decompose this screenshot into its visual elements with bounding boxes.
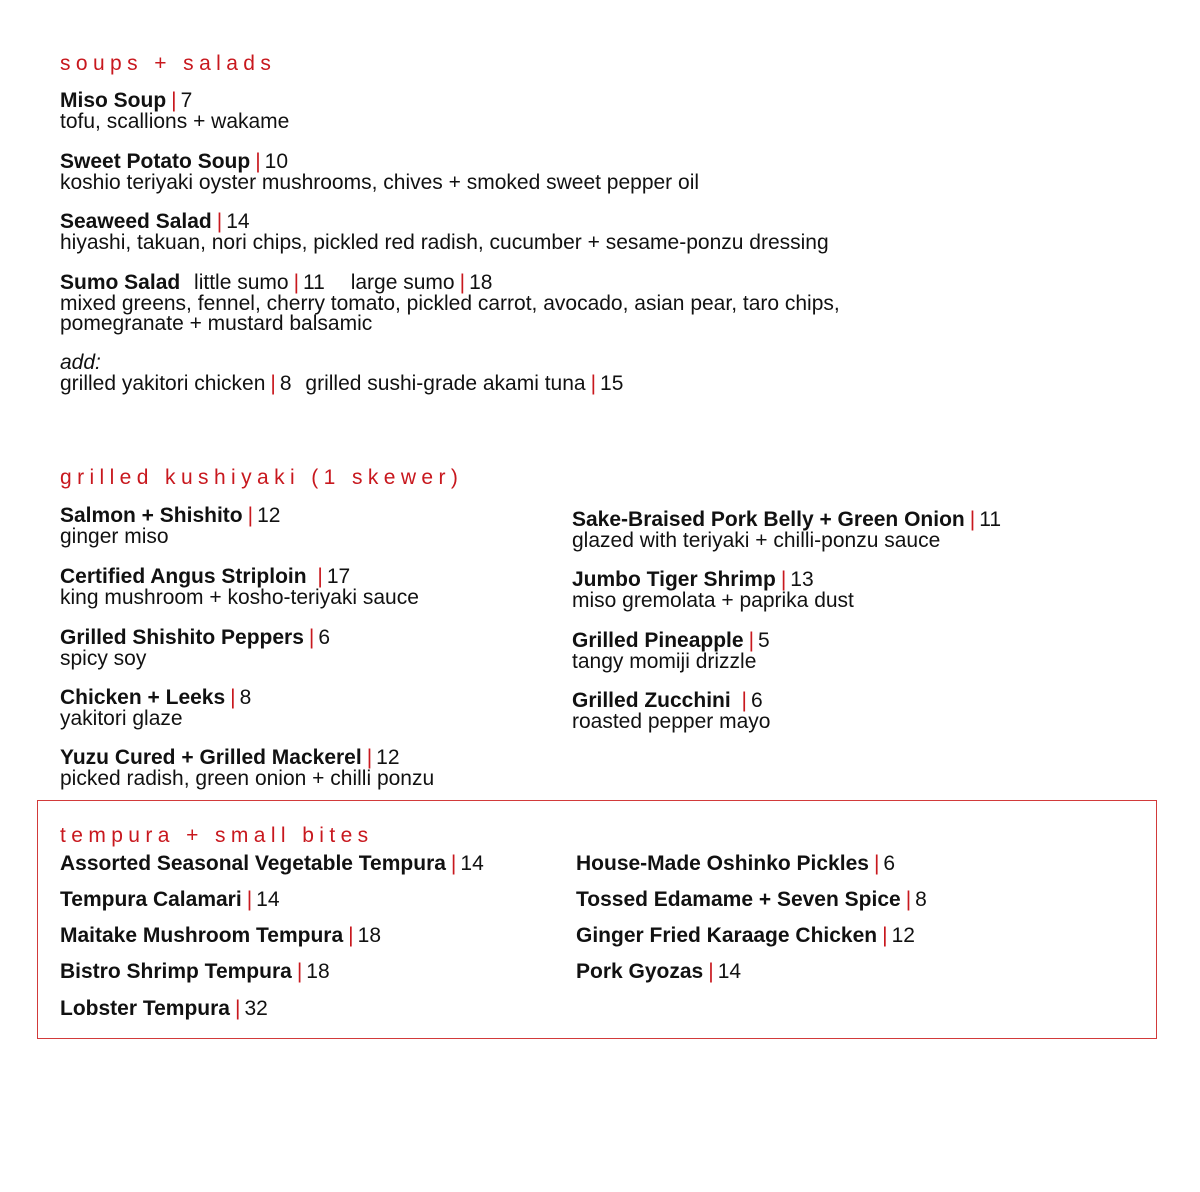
- item-description: koshio teriyaki oyster mushrooms, chives + smoked sweet pepper oil: [60, 170, 700, 194]
- price-separator: |: [450, 852, 457, 875]
- price-separator: |: [366, 746, 373, 769]
- item-price: 12: [891, 924, 915, 947]
- menu-item-sumo-salad: [60, 273, 840, 335]
- menu-item: [60, 152, 699, 193]
- item-name: Jumbo Tiger Shrimp: [572, 568, 776, 591]
- section-heading-soups-salads: soups + salads: [60, 52, 277, 75]
- item-name: Sumo Salad: [60, 271, 181, 294]
- list-item: [60, 960, 330, 984]
- item-description: yakitori glaze: [60, 706, 183, 730]
- item-name: Pork Gyozas: [576, 960, 704, 983]
- item-price: 32: [244, 997, 268, 1020]
- item-price: 15: [600, 371, 624, 395]
- item-description: glazed with teriyaki + chilli-ponzu sauce: [572, 528, 941, 552]
- size-label: large sumo: [350, 271, 455, 294]
- menu-item: [60, 628, 330, 669]
- item-price: 10: [264, 150, 289, 173]
- item-name: Bistro Shrimp Tempura: [60, 960, 292, 983]
- item-price: 14: [460, 852, 484, 875]
- price-separator: |: [246, 888, 253, 911]
- add-option: grilled sushi-grade akami tuna: [305, 371, 586, 395]
- price-separator: |: [270, 371, 276, 395]
- item-name: Chicken + Leeks: [60, 686, 226, 709]
- list-item: [576, 924, 915, 948]
- price-separator: |: [230, 686, 236, 709]
- price-separator: |: [348, 924, 354, 947]
- price-separator: |: [255, 150, 261, 173]
- item-price: 8: [239, 686, 252, 709]
- list-item: [60, 997, 268, 1021]
- item-description: roasted pepper mayo: [572, 709, 771, 733]
- add-ons: [60, 353, 623, 394]
- item-description: ginger miso: [60, 524, 169, 548]
- item-name: Certified Angus Striploin: [60, 565, 313, 588]
- item-price: 14: [717, 960, 742, 983]
- item-name: Seaweed Salad: [60, 210, 212, 233]
- menu-item: [60, 688, 251, 729]
- item-price: 6: [751, 689, 763, 712]
- menu-item: [572, 570, 854, 611]
- item-name: Lobster Tempura: [60, 997, 230, 1020]
- add-label: add:: [60, 351, 101, 374]
- item-name: House-Made Oshinko Pickles: [576, 852, 869, 875]
- section-heading-kushiyaki: grilled kushiyaki (1 skewer): [60, 466, 464, 489]
- menu-item: [60, 212, 829, 253]
- list-item: [60, 852, 484, 876]
- item-description: king mushroom + kosho-teriyaki sauce: [60, 585, 419, 609]
- price-separator: |: [317, 565, 323, 588]
- item-price: 6: [883, 852, 896, 875]
- item-price: 18: [306, 960, 330, 983]
- item-price: 11: [979, 508, 1002, 531]
- item-description: picked radish, green onion + chilli ponzu: [60, 766, 435, 790]
- price-separator: |: [308, 626, 315, 649]
- item-description: miso gremolata + paprika dust: [572, 588, 854, 612]
- item-description: pomegranate + mustard balsamic: [60, 312, 373, 335]
- menu-item: [60, 567, 419, 608]
- item-price: 6: [318, 626, 331, 649]
- price-separator: |: [780, 568, 787, 591]
- item-name: Salmon + Shishito: [60, 504, 243, 527]
- menu-item: [572, 631, 770, 672]
- item-description: spicy soy: [60, 646, 147, 670]
- list-item: [576, 960, 741, 984]
- item-name: Ginger Fried Karaage Chicken: [576, 924, 878, 947]
- section-heading-tempura: tempura + small bites: [60, 824, 374, 847]
- price-separator: |: [905, 888, 912, 911]
- item-price: 8: [279, 371, 292, 395]
- price-separator: |: [293, 271, 300, 294]
- list-item: [576, 852, 895, 876]
- menu-item: [60, 506, 280, 547]
- item-price: 14: [256, 888, 280, 911]
- item-description: hiyashi, takuan, nori chips, pickled red radish, cucumber + sesame-ponzu dressing: [60, 230, 829, 254]
- menu-item: [572, 691, 770, 732]
- item-price: 5: [758, 629, 770, 652]
- list-item: [60, 888, 280, 912]
- item-price: 12: [257, 504, 281, 527]
- item-price: 11: [303, 271, 325, 294]
- item-name: Grilled Shishito Peppers: [60, 626, 304, 649]
- item-description: tofu, scallions + wakame: [60, 109, 290, 133]
- item-price: 7: [180, 89, 193, 112]
- price-separator: |: [247, 504, 254, 527]
- price-separator: |: [882, 924, 888, 947]
- menu-item: [572, 510, 1001, 551]
- add-option: grilled yakitori chicken: [60, 371, 266, 395]
- item-price: 8: [915, 888, 927, 911]
- item-price: 17: [326, 565, 351, 588]
- list-item: [576, 888, 927, 912]
- price-separator: |: [741, 689, 747, 712]
- item-description: tangy momiji drizzle: [572, 649, 757, 673]
- item-name: Tossed Edamame + Seven Spice: [576, 888, 901, 911]
- item-price: 18: [469, 271, 493, 294]
- price-separator: |: [459, 271, 466, 294]
- item-price: 13: [790, 568, 814, 591]
- size-label: little sumo: [194, 271, 289, 294]
- item-name: Tempura Calamari: [60, 888, 242, 911]
- item-price: 14: [226, 210, 250, 233]
- item-price: 12: [376, 746, 400, 769]
- item-name: Sake-Braised Pork Belly + Green Onion: [572, 508, 965, 531]
- item-name: Grilled Zucchini: [572, 689, 737, 712]
- item-name: Assorted Seasonal Vegetable Tempura: [60, 852, 446, 875]
- price-separator: |: [873, 852, 880, 875]
- price-separator: |: [590, 371, 597, 395]
- item-name: Maitake Mushroom Tempura: [60, 924, 344, 947]
- item-description: mixed greens, fennel, cherry tomato, pickled carrot, avocado, asian pear, taro chips,: [60, 291, 840, 315]
- list-item: [60, 924, 381, 948]
- price-separator: |: [216, 210, 223, 233]
- price-separator: |: [708, 960, 714, 983]
- price-separator: |: [234, 997, 241, 1020]
- item-name: Miso Soup: [60, 89, 167, 112]
- menu-item: [60, 91, 289, 132]
- item-name: Grilled Pineapple: [572, 629, 744, 652]
- menu-item: [60, 748, 434, 789]
- item-price: 18: [357, 924, 381, 947]
- item-name: Yuzu Cured + Grilled Mackerel: [60, 746, 362, 769]
- price-separator: |: [748, 629, 755, 652]
- price-separator: |: [171, 89, 177, 112]
- price-separator: |: [296, 960, 303, 983]
- item-name: Sweet Potato Soup: [60, 150, 251, 173]
- price-separator: |: [969, 508, 976, 531]
